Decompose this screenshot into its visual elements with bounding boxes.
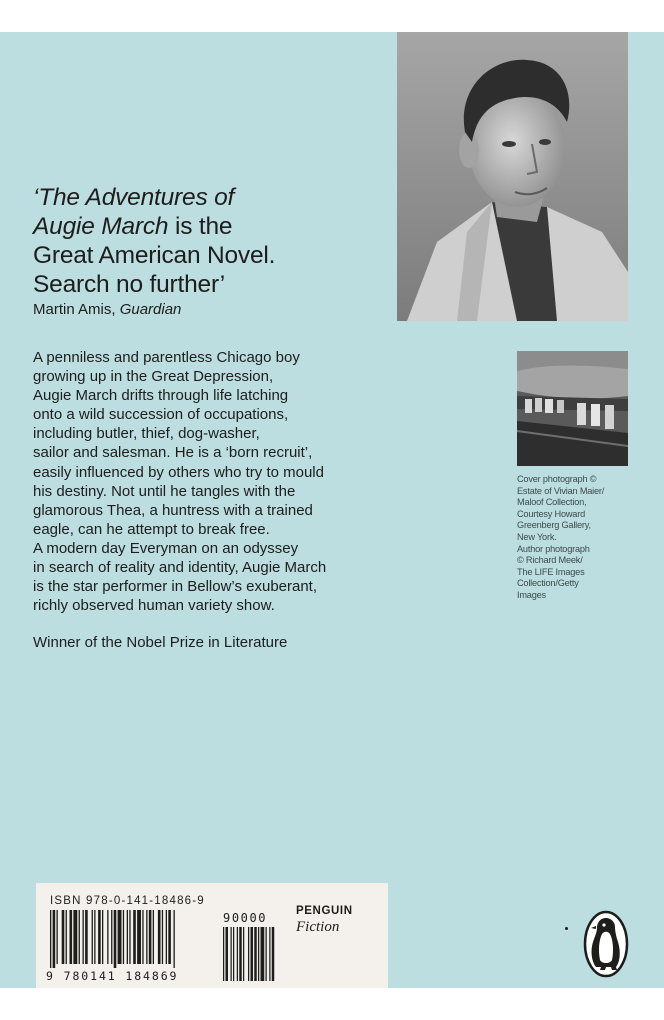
blurb-line: is the star performer in Bellow’s exuberant, [33, 578, 318, 596]
addon-bar [269, 927, 270, 981]
barcode-bar [133, 910, 136, 964]
credit-line: © Richard Meek/ [517, 555, 583, 566]
credit-line: The LIFE Images [517, 566, 585, 577]
barcode-bar [142, 910, 143, 964]
barcode-bar [137, 910, 141, 964]
barcode-bar [83, 910, 84, 964]
barcode-bar [79, 910, 80, 964]
addon-bar [272, 927, 275, 981]
attribution-source: Guardian [119, 301, 182, 318]
addon-bar [231, 927, 232, 981]
publisher-series: Fiction [296, 919, 340, 935]
barcode-bar [118, 910, 122, 964]
barcode-bar [85, 910, 88, 964]
addon-bar [258, 927, 259, 981]
quote-attribution [33, 301, 181, 319]
blurb-line: sailor and salesman. He is a ‘born recruit’, [33, 444, 313, 462]
publisher-name: PENGUIN [296, 905, 353, 917]
quote-line-2-rest: is the [168, 213, 233, 240]
blurb-line: A modern day Everyman on an odyssey [33, 539, 299, 557]
addon-bar [233, 927, 234, 981]
barcode-bar [123, 910, 124, 964]
addon-bar [254, 927, 257, 981]
addon-bar [248, 927, 249, 981]
blurb-line: Augie March drifts through life latching [33, 387, 289, 405]
barcode-bar [129, 910, 130, 964]
barcode-bar [102, 910, 103, 964]
addon-bar [251, 927, 254, 981]
cover-photograph-thumbnail [517, 351, 628, 466]
blurb-line: A penniless and parentless Chicago boy [33, 349, 300, 366]
barcode-bar [62, 910, 65, 964]
nobel-prize-note: Winner of the Nobel Prize in Literature [33, 634, 288, 651]
barcode-bar [94, 910, 95, 964]
book-blurb [33, 348, 393, 615]
photo-credits [517, 474, 637, 602]
quote-line-1: ‘The Adventures of [33, 184, 235, 211]
addon-bar [237, 927, 238, 981]
credit-line: Courtesy Howard [517, 508, 585, 519]
barcode-bar [92, 910, 93, 964]
addon-bar [266, 927, 267, 981]
barcode-digits: 9 780141 184869 [46, 969, 179, 983]
barcode-bar [53, 910, 56, 968]
blurb-line: eagle, can he attempt to break free. [33, 520, 270, 538]
barcode-bar [127, 910, 128, 964]
barcode-panel [36, 883, 388, 988]
credit-line: Greenberg Gallery, [517, 520, 591, 531]
credit-line: Collection/Getty [517, 578, 579, 589]
blurb-line: onto a wild succession of occupations, [33, 406, 289, 424]
barcode-bar [57, 910, 58, 964]
barcode-bar [66, 910, 67, 964]
barcode-bar [50, 910, 51, 968]
addon-bar [261, 927, 265, 981]
barcode-bar [149, 910, 152, 964]
ean-barcode [50, 910, 218, 968]
barcode-bar [146, 910, 147, 964]
credit-line: Cover photograph © [517, 474, 597, 484]
credit-line: Estate of Vivian Maier/ [517, 485, 605, 496]
blurb-line: easily influenced by others who try to mould [33, 463, 324, 481]
price-addon-barcode [223, 927, 281, 981]
barcode-bar [98, 910, 101, 964]
penguin-logo-icon [583, 910, 629, 978]
barcode-bar [114, 910, 117, 968]
credit-line: New York. [517, 531, 557, 542]
barcode-bar [158, 910, 161, 964]
credit-line: Maloof Collection, [517, 497, 587, 508]
blurb-line: richly observed human variety show. [33, 597, 275, 615]
attribution-name: Martin Amis, [33, 301, 120, 318]
credit-line: Author photograph [517, 543, 590, 554]
barcode-bar [174, 910, 175, 968]
barcode-bar [73, 910, 77, 964]
credit-line: Images [517, 589, 546, 600]
quote-line-3: Great American Novel. [33, 242, 276, 269]
blurb-line: growing up in the Great Depression, [33, 368, 274, 386]
addon-bar [226, 927, 229, 981]
review-quote [33, 183, 383, 299]
quote-line-2-italic: Augie March [33, 213, 169, 240]
addon-bar [243, 927, 244, 981]
barcode-bar [168, 910, 171, 964]
barcode-bar [107, 910, 108, 964]
barcode-bar [111, 910, 112, 964]
mark-dot [565, 927, 568, 930]
addon-bar [223, 927, 224, 981]
blurb-line: glamorous Thea, a huntress with a trained [33, 501, 313, 519]
blurb-line: his destiny. Not until he tangles with the [33, 482, 296, 500]
isbn-number: ISBN 978-0-141-18486-9 [50, 895, 205, 907]
barcode-bar [162, 910, 163, 964]
blurb-line: including butler, thief, dog-washer, [33, 425, 260, 443]
blurb-line: in search of reality and identity, Augie March [33, 559, 327, 577]
barcode-bar [153, 910, 154, 964]
quote-line-4: Search no further’ [33, 271, 226, 298]
author-photograph [397, 32, 628, 321]
barcode-bar [166, 910, 167, 964]
addon-bar [239, 927, 242, 981]
price-addon-digits: 90000 [223, 911, 268, 925]
barcode-bar [70, 910, 73, 964]
